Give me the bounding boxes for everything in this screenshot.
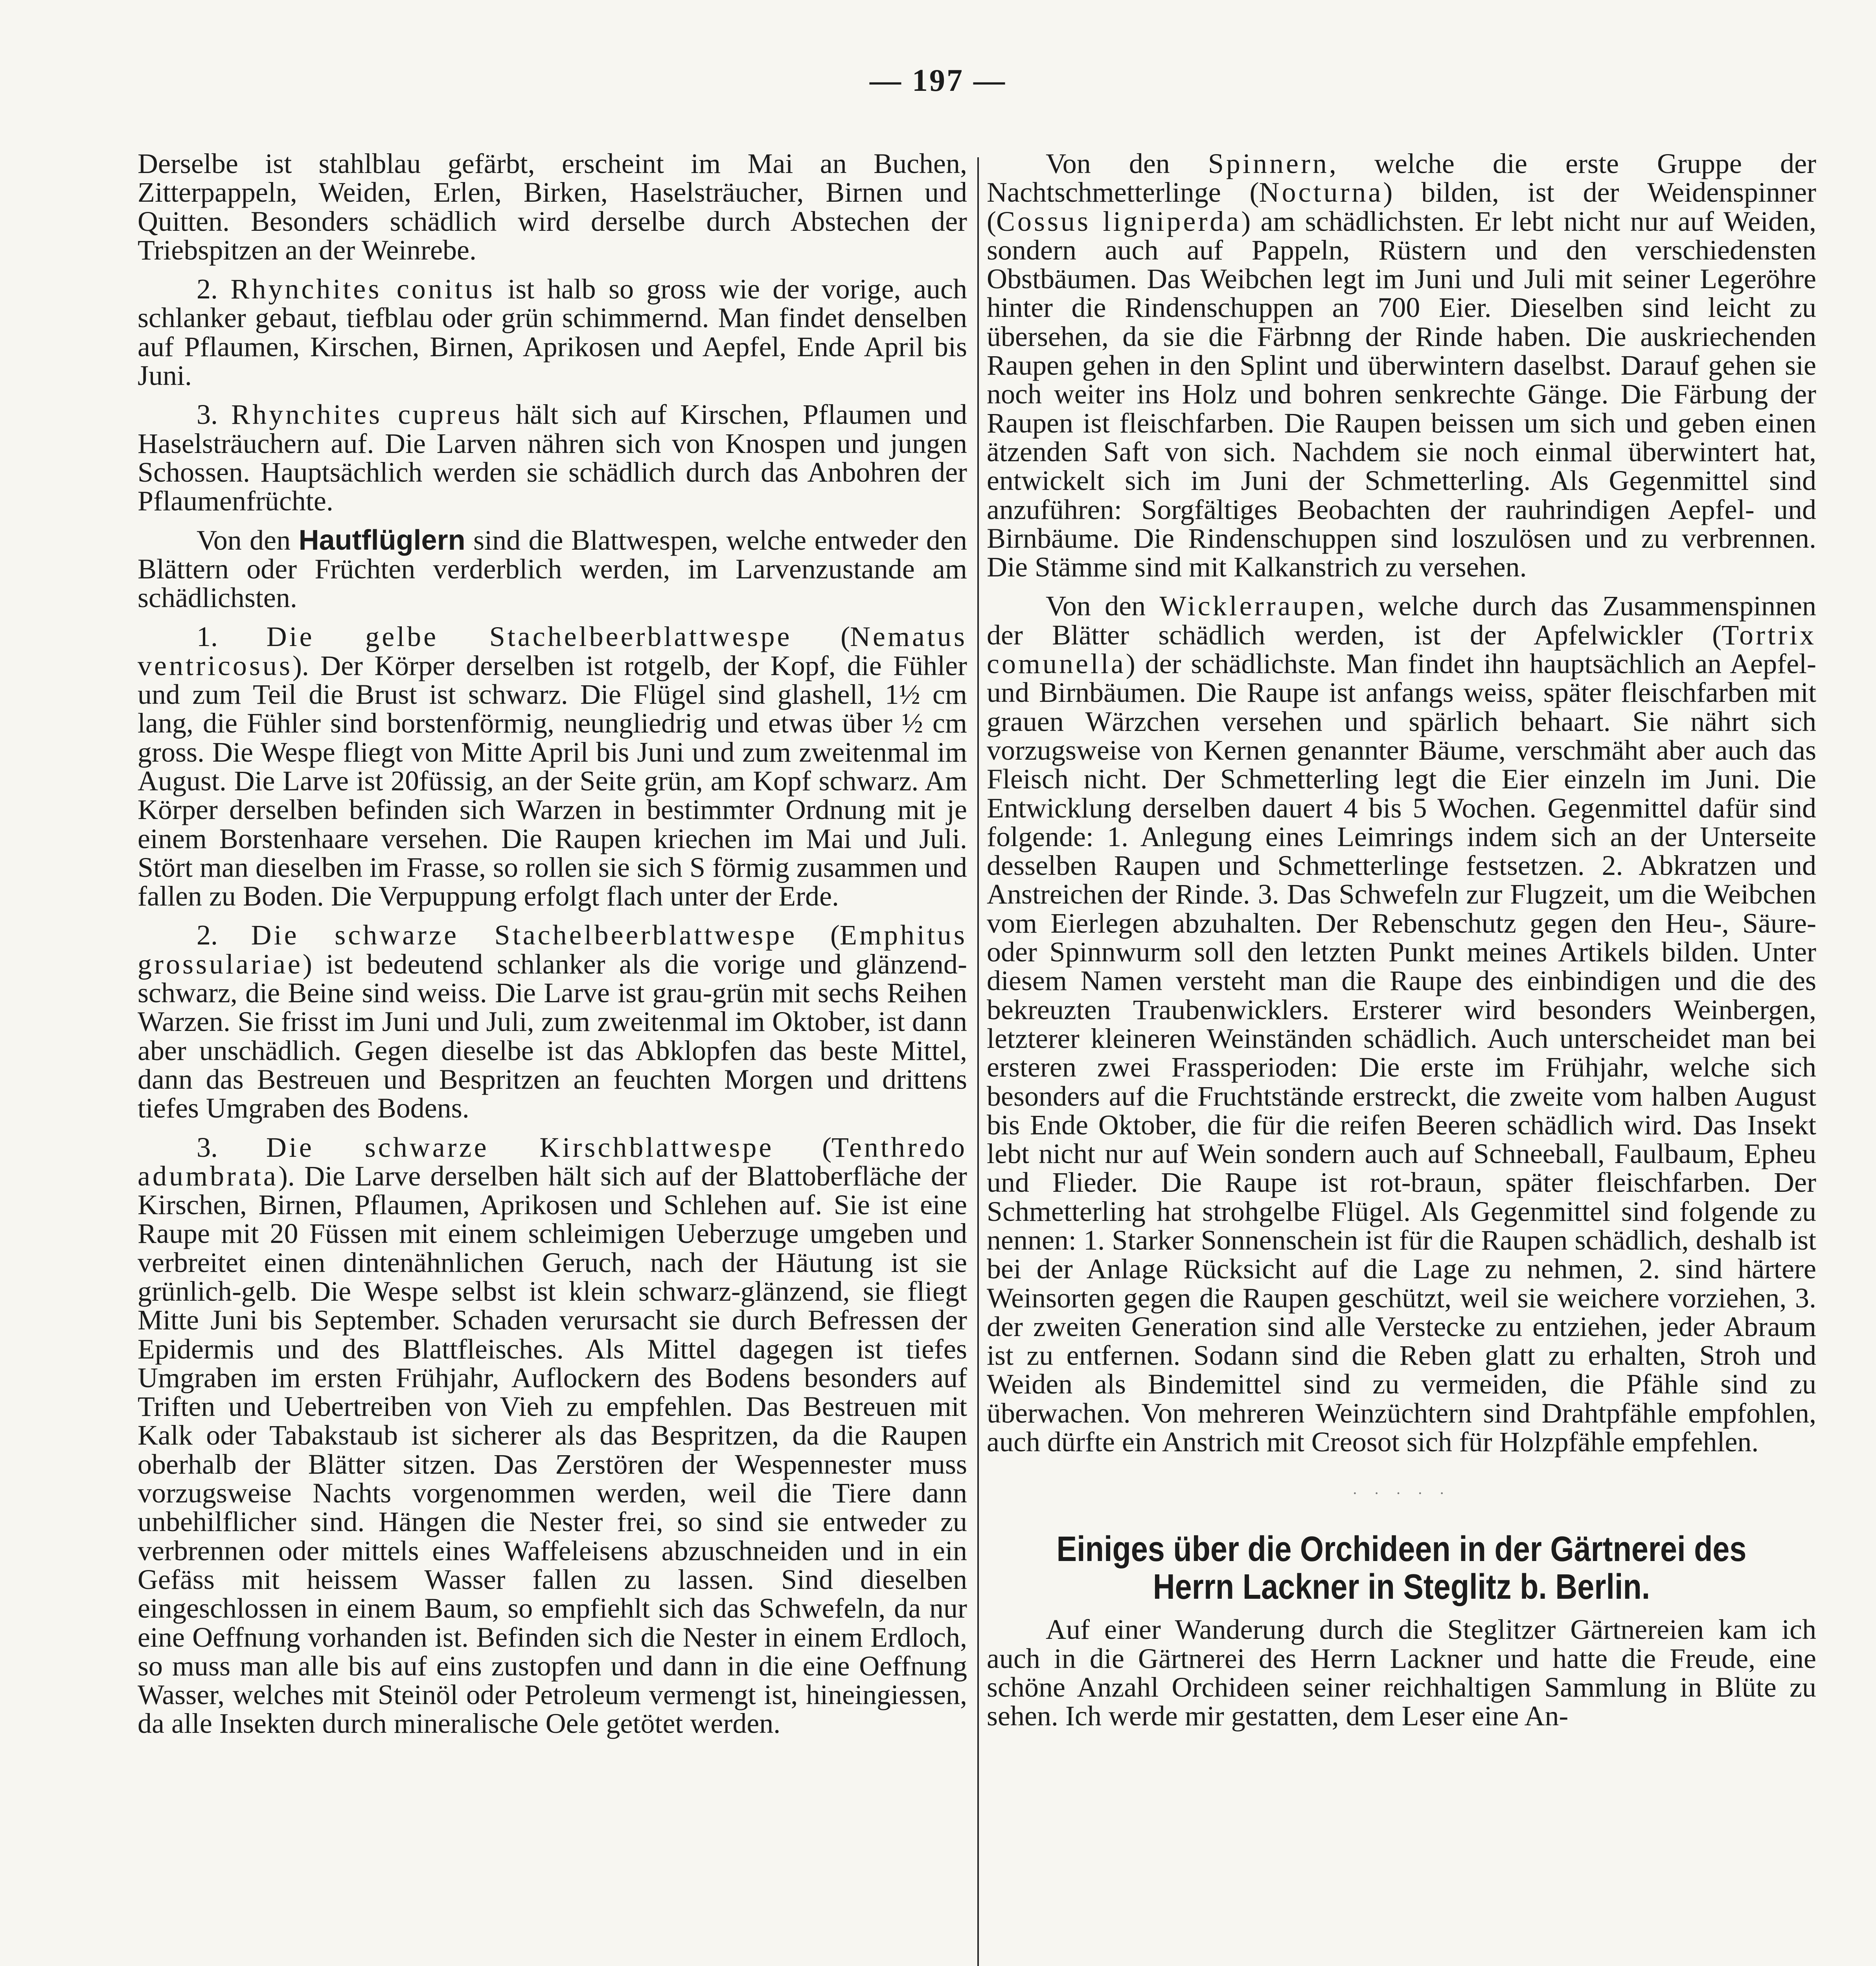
page-number: — 197 — [870,63,1006,98]
common-name: Die schwarze Kirschblattwespe [266,1131,774,1163]
paragraph-text: sind die Blattwespen, welche entweder den Blättern oder Früchten verderblich werden, im Larvenzustande am schädlichsten. [138,524,967,614]
species-name: Emphitus grossulariae [138,919,967,980]
paragraph-schwarze-kirschblattwespe [138,1133,967,1738]
item-number: 1. [197,621,218,653]
paren: ( [792,621,850,653]
article-title: Einiges über die Orchideen in der Gärtnerei des Herrn Lackner in Steglitz b. Berlin. [1056,1530,1747,1607]
paragraph-rhynchites-conitus [138,275,967,390]
column-divider [977,157,979,1966]
left-column [138,149,967,1749]
paren: ( [797,919,840,951]
group-name-bold: Hautflüglern [298,524,465,556]
group-name: Spinnern [1208,148,1329,179]
species-name: Tortrix comunella [987,619,1816,680]
paragraph-text: ) ist bedeutend schlanker als die vorige und glänzend-schwarz, die Beine sind weiss. Die Larve ist grau-grün mit sechs Reihen Warzen. Sie frisst im Juni und Juli, zum zweitenmal im Oktober, ist dann aber unschädlich. Gegen dieselbe ist das Abklopfen das beste Mittel, dann das Bestreuen und Bespritzen an feuchten Morgen und drittens tiefes Umgraben des Bodens. [138,948,967,1124]
right-column [987,149,1816,1741]
paragraph-text: Von den [197,524,299,556]
item-number: 3. [197,399,218,431]
paragraph-schwarze-stachelbeerblattwespe [138,921,967,1123]
paragraph-text: ist halb so gross wie der vorige, auch schlanker gebaut, tiefblau oder grün schimmernd. Man findet denselben auf Pflaumen, Kirschen, Birnen, Aprikosen und Aepfel, Ende April bis Juni. [138,273,967,392]
paragraph-wicklerraupen [987,592,1816,1456]
paragraph-hautfluegler [138,526,967,613]
species-name: Rhynchites conitus [230,273,495,305]
paragraph-orchideen-intro: Auf einer Wanderung durch die Steglitzer Gärtnereien kam ich auch in die Gärtnerei des Herrn Lackner und hatte die Freude, eine schöne Anzahl Orchideen seiner reichhaltigen Sammlung in Blüte zu sehen. Ich werde mir gestatten, dem Leser eine An- [987,1614,1816,1732]
paragraph-text: ). Die Larve derselben hält sich auf der Blattoberfläche der Kirschen, Birnen, Pflaumen, Aprikosen und Schlehen auf. Sie ist eine Raupe mit 20 Füssen mit einem schleimigen Ueberzuge umgeben und verbreitet einen dintenähnlichen Geruch, nach der Häutung ist sie grünlich-gelb. Die Wespe selbst ist klein schwarz-glänzend, sie fliegt Mitte Juni bis September. Schaden verursacht sie durch Befressen der Epidermis und des Blattfleisches. Als Mittel dagegen ist tiefes Umgraben im ersten Frühjahr, Auflockern des Bodens besonders auf Triften und Uebertreiben von Vieh zu empfehlen. Das Bestreuen mit Kalk oder Tabakstaub ist sicherer als das Bespritzen, da die Raupen oberhalb der Blätter sitzen. Das Zerstören der Wespennester muss vorzugsweise Nachts vorgenommen werden, weil die Tiere dann unbehilflicher sind. Hängen die Nester frei, so sind sie entweder zu verbrennen oder mittels eines Waffeleisens abzuschneiden und in ein Gefäss mit heissem Wasser fallen zu lassen. Sind dieselben eingeschlossen in einem Baum, so empfiehlt sich das Schwefeln, da nur eine Oeffnung vorhanden ist. Befinden sich die Nester in einem Erdloch, so muss man alle bis auf eins zustopfen und dann in die eine Oeffnung Wasser, welches mit Steinöl oder Petroleum vermengt ist, hineingiessen, da alle Insekten durch mineralische Oele getötet werden. [138,1160,967,1740]
paragraph-text: hält sich auf Kirschen, Pflaumen und Haselsträuchern auf. Die Larven nähren sich von Knospen und jungen Schossen. Hauptsächlich werden sie schädlich durch das Anbohren der Pflaumenfrüchte. [138,399,967,517]
paragraph-text: ). Der Körper derselben ist rotgelb, der Kopf, die Fühler und zum Teil die Brust ist schwarz. Die Flügel sind glashell, 1½ cm lang, die Fühler sind borstenförmig, neungliedrig und etwas über ½ cm gross. Die Wespe fliegt von Mitte April bis Juni und zum zweitenmal im August. Die Larve ist 20füssig, an der Seite grün, am Kopf schwarz. Am Körper derselben befinden sich Warzen in bestimmter Ordnung mit je einem Borstenhaare versehen. Die Raupen kriechen im Mai und Juli. Stört man dieselben im Frasse, so rollen sie sich S förmig zusammen und fallen zu Boden. Die Verpuppung erfolgt flach unter der Erde. [138,650,967,912]
paragraph-gelbe-stachelbeerblattwespe [138,622,967,911]
common-name: Die schwarze Stachelbeerblattwespe [251,919,797,951]
paragraph-rhynchites-cupreus [138,400,967,515]
item-number: 3. [197,1131,218,1163]
paragraph-text: ) der schädlichste. Man findet ihn hauptsächlich an Aepfel- und Birnbäumen. Die Raupe ist anfangs weiss, später fleischfarben mit grauen Wärzchen versehen und spärlich behaart. Sie nährt sich vorzugsweise von Kernen genannter Bäume, verschmäht aber auch das Fleisch nicht. Der Schmetterling legt die Eier einzeln im Juni. Die Entwicklung derselben dauert 4 bis 5 Wochen. Gegenmittel dafür sind folgende: 1. Anlegung eines Leimrings indem sich an der Unterseite desselben Raupen und Schmetterlinge festsetzen. 2. Abkratzen und Anstreichen der Rinde. 3. Das Schwefeln zur Flugzeit, um die Weibchen vom Eierlegen abzuhalten. Der Rebenschutz gegen den Heu-, Säure- oder Spinnwurm soll den letzten Punkt meines Artikels bilden. Unter diesem Namen versteht man die Raupe des einbindigen und die des bekreuzten Traubenwicklers. Ersterer wird besonders Weinbergen, letzterer kleineren Weinständen schädlich. Auch unterscheidet man bei ersteren zwei Frassperioden: Die erste im Frühjahr, welche sich besonders auf die Fruchtstände erstreckt, die zweite vom halben August bis Ende Oktober, die für die reifen Beeren schädlich wird. Das Insekt lebt nicht nur auf Wein sondern auch auf Schneeball, Faulbaum, Epheu und Flieder. Die Raupe ist rot-braun, später fleischfarben. Der Schmetterling hat strohgelbe Flügel. Als Gegenmittel sind folgende zu nennen: 1. Starker Sonnenschein ist für die Raupen schädlich, deshalb ist bei der Anlage Rücksicht auf die Lage zu nehmen, 2. sind härtere Weinsorten gegen die Raupen geschützt, weil sie weichere vorziehen, 3. der zweiten Generation sind alle Verstecke zu entziehen, jeder Abraum ist zu entfernen. Sodann sind die Reben glatt zu erhalten, Stroh und Weiden als Bindemittel sind zu vermeiden, die Pfähle sind zu überwachen. Von mehreren Weinzüchtern sind Drahtpfähle empfohlen, auch dürfte ein Anstrich mit Creosot sich für Holzpfähle empfehlen. [987,648,1816,1458]
paren: ( [774,1131,832,1163]
group-name: Nocturna [1259,177,1383,208]
paragraph-text: ) bilden, ist der Weidenspinner ( [987,177,1817,237]
species-name: Cossus ligniperda [996,205,1241,237]
group-name: Wicklerraupen [1159,590,1357,622]
common-name: Die gelbe Stachelbeerblattwespe [266,621,792,653]
species-name: Tenthredo adumbrata [138,1131,967,1192]
species-name: Nematus ventricosus [138,621,967,681]
species-name: Rhynchites cupreus [231,399,502,431]
paragraph-text: , welche durch das Zusammenspinnen der Blätter schädlich werden, ist der Apfelwickler ( [987,590,1816,651]
item-number: 2. [197,273,218,305]
paragraph-text: Von den [1046,590,1160,622]
paragraph-rhynchites-intro: Derselbe ist stahlblau gefärbt, erscheint im Mai an Buchen, Zitterpappeln, Weiden, Erlen, Birken, Haselsträucher, Birnen und Quitten. Besonders schädlich wird derselbe durch Abstechen der Triebspitzen an der Weinrebe. [138,148,967,266]
item-number: 2. [197,919,218,951]
section-separator: · · · · · [1352,1484,1451,1502]
paragraph-spinner [987,149,1816,582]
paragraph-text: Von den [1046,148,1208,179]
paragraph-text: , welche die erste Gruppe der Nachtschmetterlinge ( [987,148,1817,208]
paragraph-text: ) am schädlichsten. Er lebt nicht nur auf Weiden, sondern auch auf Pappeln, Rüstern und den verschiedensten Obstbäumen. Das Weibchen legt im Juni und Juli mit seiner Legeröhre hinter die Rindenschuppen an 700 Eier. Dieselben sind leicht zu übersehen, da sie die Färbnng der Rinde haben. Die auskriechenden Raupen gehen in den Splint und überwintern daselbst. Darauf gehen sie noch weiter ins Holz und bohren senkrechte Gänge. Die Färbung der Raupen ist fleischfarben. Die Raupen beissen um sich und geben einen ätzenden Saft von sich. Nachdem sie noch einmal überwintert hat, entwickelt sich im Juni der Schmetterling. Als Gegenmittel sind anzuführen: Sorgfältiges Beobachten der rauhrindigen Aepfel- und Birnbäume. Die Rindenschuppen sind loszulösen und zu verbrennen. Die Stämme sind mit Kalkanstrich zu versehen. [987,205,1817,583]
